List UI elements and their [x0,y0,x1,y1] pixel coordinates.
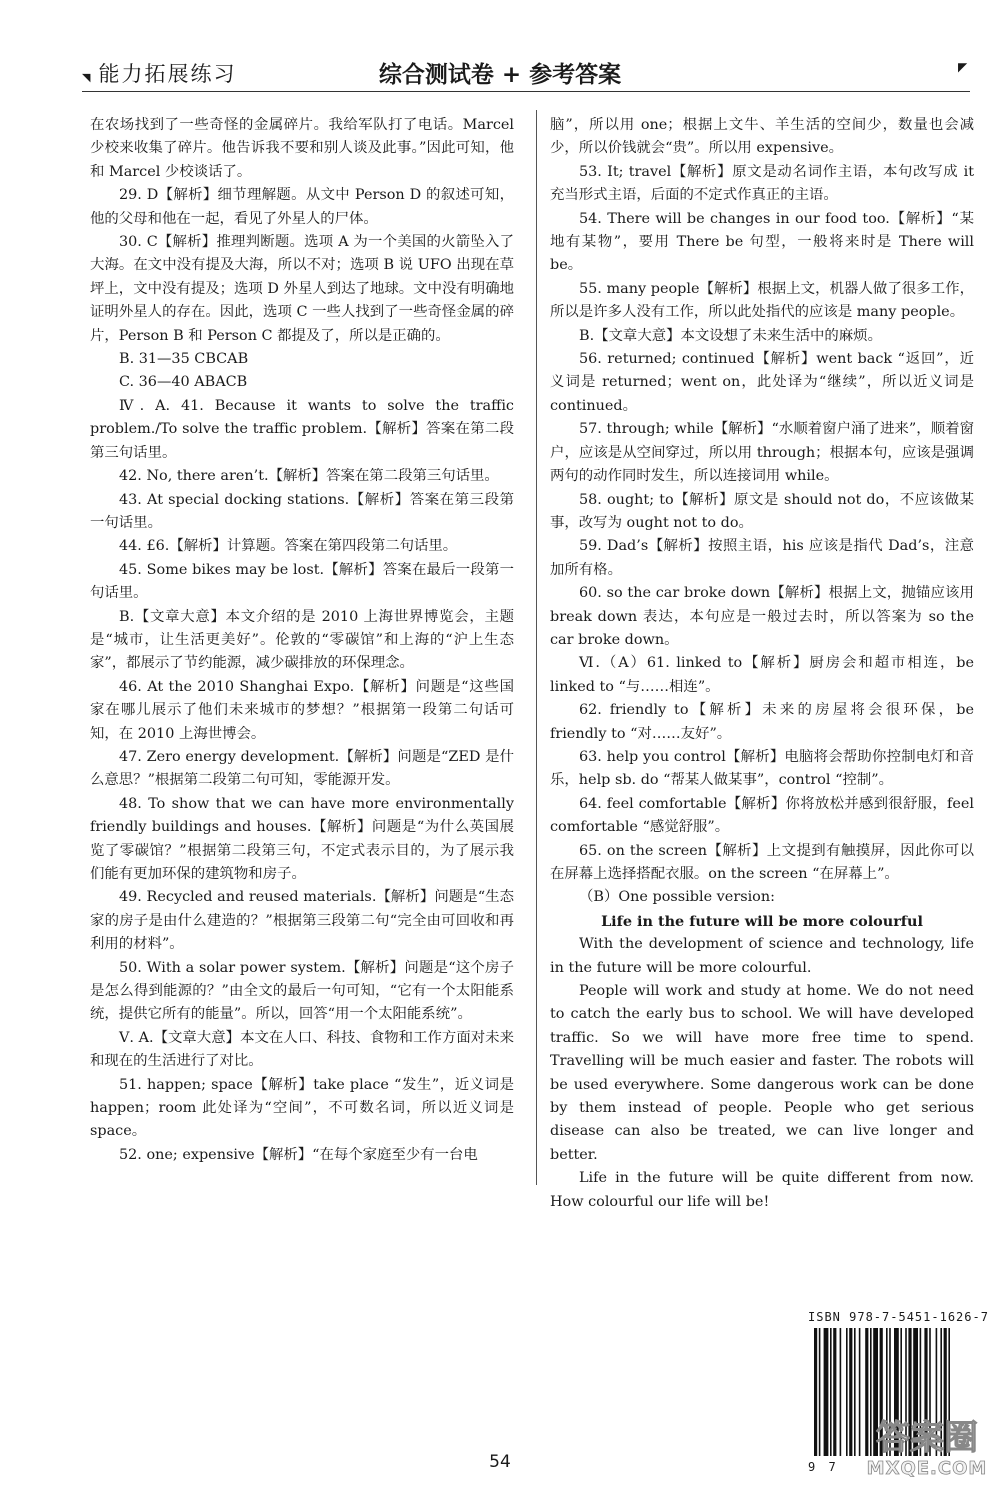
answer-paragraph: B.【文章大意】本文设想了未来生活中的麻烦。 [579,327,882,344]
barcode-bar [824,1328,829,1456]
barcode-bar [833,1328,836,1456]
column-divider [536,110,537,1185]
page-header [0,0,1000,90]
answer-paragraph: Life in the future will be quite different from now. How colourful our life will be! [550,1170,974,1210]
header-rule [82,91,970,92]
answer-paragraph: 64. feel comfortable【解析】你将放松并感到很舒服，feel comfortable “感觉舒服”。 [550,795,974,836]
barcode-bar [840,1328,842,1456]
answer-paragraph: B.【文章大意】本文介绍的是 2010 上海世界博览会，主题是“城市，让生活更美好”。伦敦的“零碳馆”和上海的“沪上生态家”，都展示了节约能源，减少碳排放的环保理念。 [90,608,514,672]
barcode-bar [814,1328,817,1456]
answer-paragraph: Ⅴ. A.【文章大意】本文在人口、科技、食物和工作方面对未来和现在的生活进行了对比。 [90,1029,514,1070]
answer-paragraph: With the development of science and technology, life in the future will be more colourful. [550,936,974,976]
section-title-text: 能力拓展练习 [98,62,237,86]
answer-paragraph: 29. D【解析】细节理解题。从文中 Person D 的叙述可知，他的父母和他在一起，看见了外星人的尸体。 [90,187,514,227]
corner-marker-right-icon: ◤ [958,60,968,74]
watermark-text: 答案圈 [876,1418,978,1458]
answer-paragraph: 49. Recycled and reused materials.【解析】问题是“生态家的房子是由什么建造的？”根据第三段第二句“完全由可回收和再利用的材料”。 [90,889,514,953]
isbn-text: ISBN 978-7-5451-1626-7 [808,1310,989,1324]
answer-paragraph: B. 31—35 CBCAB [119,351,249,368]
answer-paragraph: 62. friendly to【解析】未来的房屋将会很环保，be friendly to “对……友好”。 [550,702,974,742]
answer-paragraph: 57. through; while【解析】“水顺着窗户涌了进来”，顺着窗户，应该是从空间穿过，所以用 through；根据本句，应该是强调两句的动作同时发生，所以连接词用 while。 [550,421,974,485]
answer-paragraph: Ⅳ. A. 41. Because it wants to solve the traffic problem./To solve the traffic problem.【解析】答案在第二段第三句话里。 [90,397,514,461]
answer-paragraph: （B）One possible version: [579,889,775,906]
answer-paragraph: 44. £6.【解析】计算题。答案在第四段第二句话里。 [119,538,458,555]
answer-paragraph: 脑”，所以用 one；根据上文牛、羊生活的空间少，数量也会减少，所以价钱就会“贵”。所以用 expensive。 [550,117,974,157]
answer-paragraph: 46. At the 2010 Shanghai Expo.【解析】问题是“这些国家在哪儿展示了他们未来城市的梦想？”根据第一段第二句话可知，在 2010 上海世博会。 [90,678,514,742]
answer-paragraph: 55. many people【解析】根据上文，机器人做了很多工作，所以是许多人没有工作，所以此处指代的应该是 many people。 [550,280,974,321]
barcode-bar [846,1328,848,1456]
answer-paragraph: 43. At special docking stations.【解析】答案在第三段第一句话里。 [90,491,514,531]
answer-paragraph: 58. ought; to【解析】原文是 should not do，不应该做某事，改写为 ought not to do。 [550,491,974,531]
corner-marker-icon: ◥ [82,71,93,84]
barcode-bar [859,1328,861,1456]
answer-paragraph: 65. on the screen【解析】上文提到有触摸屏，因此你可以在屏幕上选择搭配衣服。on the screen “在屏幕上”。 [550,842,974,882]
answer-paragraph: 48. To show that we can have more environmentally friendly buildings and houses.【解析】问题是“为什么英国展览了零碳馆？”根据第二段第三句，不定式表示目的，为了展示我们能有更加环保的建筑物和房子。 [90,795,514,882]
answer-paragraph: 56. returned; continued【解析】went back “返回”，近义词是 returned；went on，此处译为“继续”，所以近义词是 continued。 [550,351,974,414]
answer-paragraph: 50. With a solar power system.【解析】问题是“这个房子是怎么得到能源的？”由全文的最后一句可知，“它有一个太阳能系统，提供它所有的能量”。所以，回答“用一个太阳能系统”。 [90,959,514,1023]
barcode-bar [819,1328,821,1456]
answer-paragraph: 47. Zero energy development.【解析】问题是“ZED 是什么意思？”根据第二段第二句可知，零能源开发。 [90,748,514,789]
answer-paragraph: People will work and study at home. We do not need to catch the early bus to school. We will have developed traffic. So we will have more free time to spend. Travelling will be much easier and faster. The robots will be used everywhere. Some dangerous work can be done by them instead of people. People who get serious disease can also be treated, we can live longer and better. [550,983,974,1163]
watermark-domain: MXQE.COM [866,1458,988,1479]
answer-paragraph: 63. help you control【解析】电脑将会帮助你控制电灯和音乐，help sb. do “帮某人做某事”，control “控制”。 [550,748,974,789]
answer-paragraph: 53. It; travel【解析】原文是动名词作主语，本句改写成 it 充当形式主语，后面的不定式作真正的主语。 [550,163,974,204]
answer-paragraph: 30. C【解析】推理判断题。选项 A 为一个美国的火箭坠入了大海。在文中没有提及大海，所以不对；选项 B 说 UFO 出现在草坪上，文中没有提及；选项 D 外星人到达了地球。文中没有明确地证明外星人的存在。因此，选项 C 一些人找到了一些奇怪金属的碎片，Person B 和 Person C 都提及了，所以是正确的。 [90,234,514,344]
answer-paragraph: 59. Dad’s【解析】按照主语，his 应该是指代 Dad’s，注意加所有格。 [550,538,974,578]
barcode-bar [849,1328,852,1456]
answer-paragraph: 60. so the car broke down【解析】根据上文，抛锚应该用 break down 表达，本句应是一般过去时，所以答案为 so the car broke down。 [550,585,974,648]
barcode-bar [854,1328,856,1456]
answer-paragraph: 52. one; expensive【解析】“在每个家庭至少有一台电 [119,1146,478,1163]
right-column [550,114,974,1214]
left-column [90,114,514,1167]
answer-paragraph: 在农场找到了一些奇怪的金属碎片。我给军队打了电话。Marcel 少校来收集了碎片。他告诉我不要和别人谈及此事。”因此可知，他和 Marcel 少校谈话了。 [90,117,514,180]
answer-paragraph: 51. happen; space【解析】take place “发生”，近义词是 happen；room 此处译为“空间”，不可数名词，所以近义词是 space。 [90,1076,514,1140]
answer-paragraph: 45. Some bikes may be lost.【解析】答案在最后一段第一句话里。 [90,561,514,602]
answer-paragraph: Ⅵ.（A）61. linked to【解析】厨房会和超市相连，be linked to “与……相连”。 [550,655,974,695]
answer-paragraph: 54. There will be changes in our food too.【解析】“某地有某物”，要用 There be 句型，一般将来时是 There will be。 [550,210,974,274]
barcode-digits: 9 7 [808,1460,839,1474]
answer-paragraph: 42. No, there aren’t.【解析】答案在第二段第三句话里。 [119,468,499,485]
answer-paragraph: C. 36—40 ABACB [119,374,248,391]
page-title: 综合测试卷 + 参考答案 [378,62,622,88]
essay-title: Life in the future will be more colourful [601,912,923,930]
page-number: 54 [489,1452,511,1472]
barcode-bar [830,1328,832,1456]
